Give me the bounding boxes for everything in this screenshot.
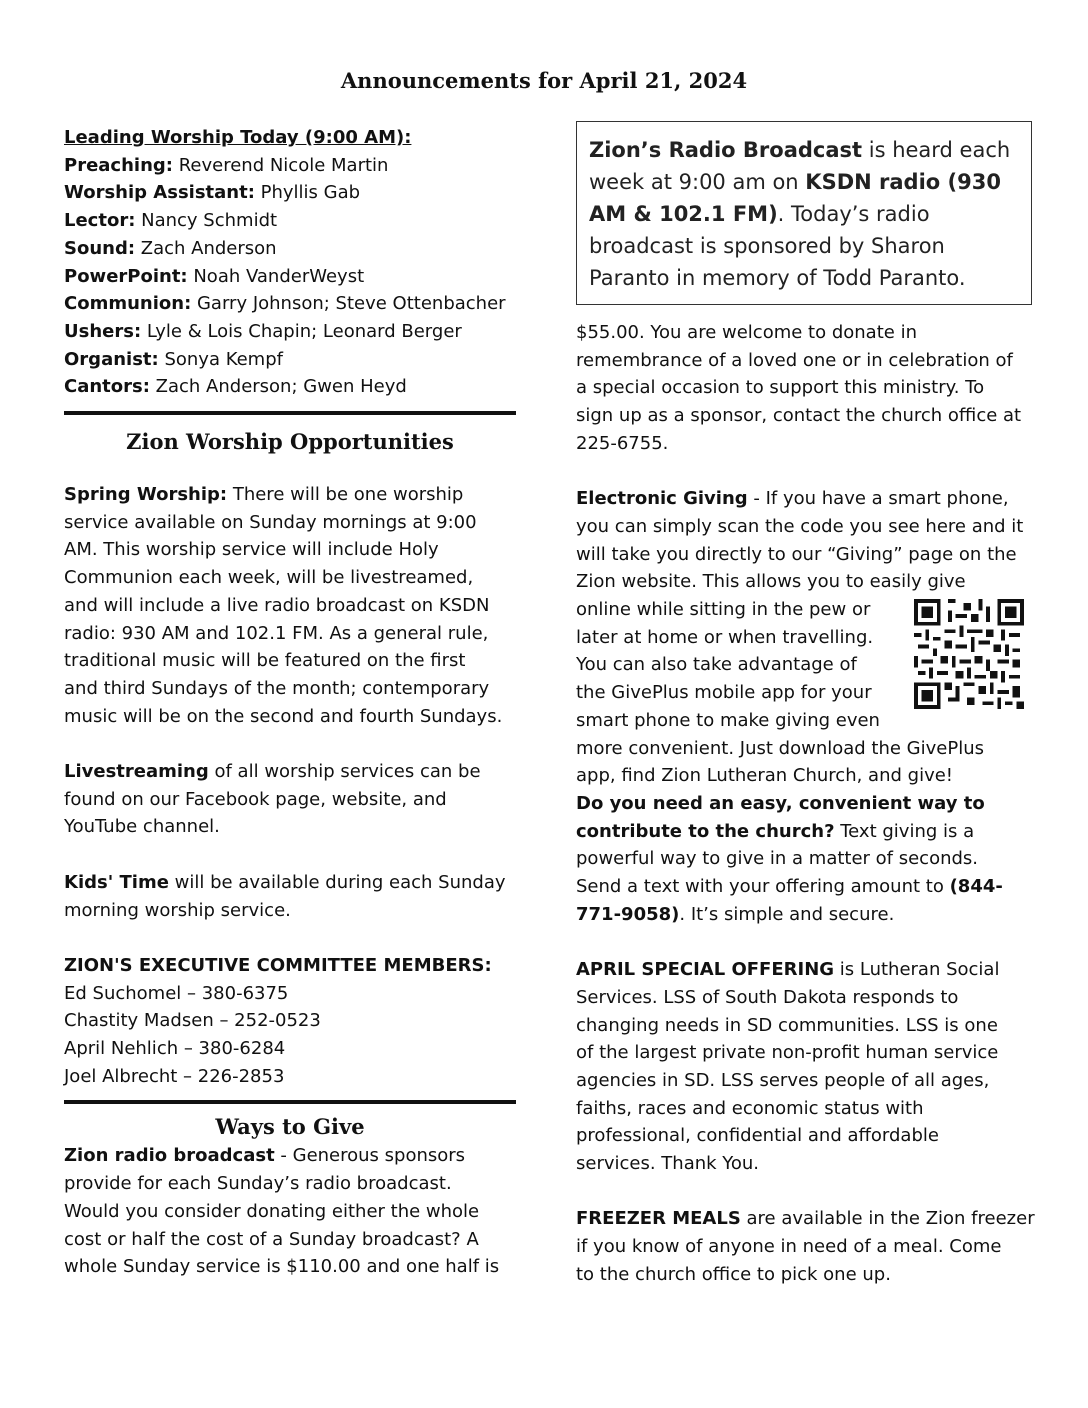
freezer-meals-paragraph: FREEZER MEALS are available in the Zion freezer if you know of anyone in need of a meal. Come to the church office to pick one up. <box>576 1208 1035 1285</box>
left-column <box>64 124 516 1281</box>
role-communion: Communion: Garry Johnson; Steve Ottenbacher <box>64 293 506 315</box>
committee-member: Chastity Madsen – 252-0523 <box>64 1010 321 1032</box>
page-title: Announcements for April 21, 2024 <box>340 68 748 93</box>
sponsor-continued-paragraph: $55.00. You are welcome to donate in remembrance of a loved one or in celebration of a special occasion to support this ministry. To sign up as a sponsor, contact the church office at 225-6755. <box>576 322 1022 454</box>
livestreaming-paragraph: Livestreaming of all worship services can be found on our Facebook page, website, and YouTube channel. <box>64 761 481 838</box>
role-lector: Lector: Nancy Schmidt <box>64 210 278 232</box>
electronic-giving-after: more convenient. Just download the GivePlus app, find Zion Lutheran Church, and give! Do you need an easy, convenient way to contribute to the church? Text giving is a powerful way to give in a matter of seconds. Send a text with your offering amount to (844- 771-9058). It’s simple and secure. <box>576 737 1003 925</box>
role-organist: Organist: Sonya Kempf <box>64 348 283 370</box>
radio-sponsor-paragraph: Zion radio broadcast - Generous sponsors provide for each Sunday’s radio broadcast. Would you consider donating either the whole cost or half the cost of a Sunday broadcast? A whole Sunday service is $110.00 and one half is <box>64 1145 500 1278</box>
april-offering-paragraph: APRIL SPECIAL OFFERING is Lutheran Social Services. LSS of South Dakota responds to changing needs in SD communities. LSS is one of the largest private non-profit human service agencies in SD. LSS serves people of all ages, faiths, races and economic status with professional, confidential and affordable services. Thank You. <box>576 959 1000 1175</box>
role-sound: Sound: Zach Anderson <box>64 237 277 259</box>
spring-worship-paragraph: Spring Worship: There will be one worship service available on Sunday mornings at 9:00 AM. This worship service will include Holy Communion each week, will be livestreamed, and will include a live radio broadcast on KSDN radio: 930 AM and 102.1 FM. As a general rule, traditional music will be featured on the first and third Sundays of the month; contemporary music will be on the second and fourth Sundays. <box>64 484 503 727</box>
committee-heading: ZION'S EXECUTIVE COMMITTEE MEMBERS: <box>64 954 492 976</box>
role-preaching: Preaching: Reverend Nicole Martin <box>64 154 389 176</box>
committee-member: April Nehlich – 380-6284 <box>64 1038 286 1060</box>
qr-code-icon[interactable] <box>914 599 1024 709</box>
kids-time-paragraph: Kids' Time will be available during each Sunday morning worship service. <box>64 871 506 921</box>
radio-broadcast-box: Zion’s Radio Broadcast is heard each week at 9:00 am on KSDN radio (930 AM & 102.1 FM). Today’s radio broadcast is sponsored by Sharon Paranto in memory of Todd Paranto. <box>576 121 1032 305</box>
role-powerpoint: PowerPoint: Noah VanderWeyst <box>64 265 365 287</box>
ways-to-give-heading: Ways to Give <box>215 1114 365 1140</box>
electronic-giving-narrow: online while sitting in the pew or later at home or when travelling. You can also take advantage of the GivePlus mobile app for your smart phone to make giving even <box>576 599 880 731</box>
right-column <box>576 121 1036 1289</box>
role-worship-assistant: Worship Assistant: Phyllis Gab <box>64 182 361 204</box>
electronic-giving-paragraph: Electronic Giving - If you have a smart phone, you can simply scan the code you see here and it will take you directly to our “Giving” page on the Zion website. This allows you to easily give <box>576 488 1024 593</box>
committee-member: Ed Suchomel – 380-6375 <box>64 982 289 1004</box>
committee-member: Joel Albrecht – 226-2853 <box>64 1065 285 1087</box>
qr-section <box>576 596 1036 735</box>
role-cantors: Cantors: Zach Anderson; Gwen Heyd <box>64 376 407 398</box>
leading-heading: Leading Worship Today (9:00 AM): <box>64 127 412 148</box>
worship-opportunities-heading: Zion Worship Opportunities <box>126 429 454 455</box>
role-ushers: Ushers: Lyle & Lois Chapin; Leonard Berger <box>64 320 462 342</box>
